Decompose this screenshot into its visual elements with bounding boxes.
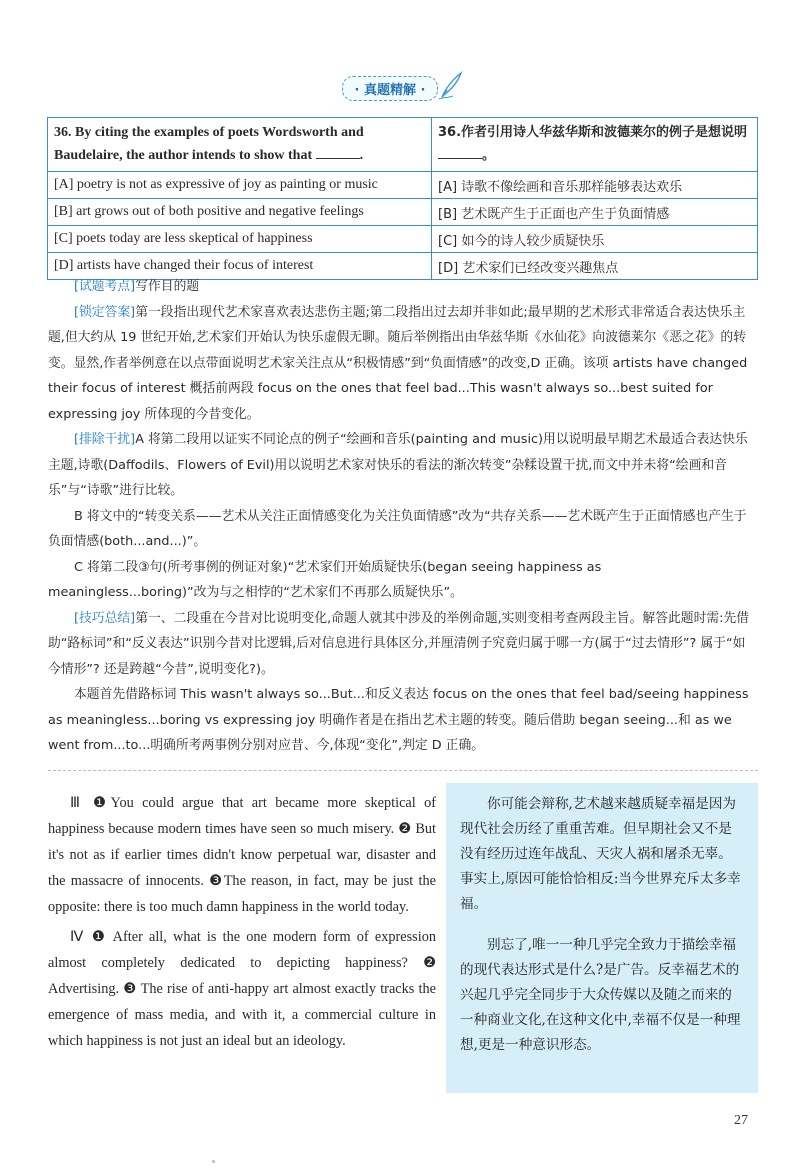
passage-paragraph-4: Ⅳ ❶ After all, what is the one modern form of expression almost completely dedicated to depicting happiness? ❷ Advertising. ❸ The rise of anti-happy art almost exactly tracks the emergence of mass media, and with it, a commercial culture in which happiness is not just an ideal but an ideology. <box>48 929 436 1049</box>
print-speck <box>212 1160 215 1163</box>
option-d-cn: [D] 艺术家们已经改变兴趣焦点 <box>432 253 758 280</box>
option-a-cn: [A] 诗歌不像绘画和音乐那样能够表达欢乐 <box>432 172 758 199</box>
option-row <box>48 226 758 253</box>
stem-end-en: . <box>359 148 364 163</box>
kaodian-text: 写作目的题 <box>135 279 200 294</box>
answer-tag: [锁定答案] <box>74 304 136 320</box>
skill-text: 第一、二段重在今昔对比说明变化,命题人就其中涉及的举例命题,实则变相考查两段主旨。解答此题时需:先借助“路标词”和“反义表达”识别今昔对比逻辑,后对信息进行具体区分,并厘清例子究竟归属于哪一方(属于“过去情形”? 属于“如今情形”? 还是跨越“今昔”,说明变化?)。 <box>48 610 750 677</box>
question-stem-row <box>48 118 758 172</box>
option-row <box>48 199 758 226</box>
question-stem-cn <box>432 118 758 172</box>
answer-blank-cn <box>438 146 482 159</box>
skill-tag: [技巧总结] <box>74 610 136 626</box>
translation-paragraph-4: 别忘了,唯一一种几乎完全致力于描绘幸福的现代表达形式是什么?是广告。反幸福艺术的兴起几乎完全同步于大众传媒以及随之而来的一种商业文化,在这种文化中,幸福不仅是一种理想,更是一种意识形态。 <box>460 937 741 1053</box>
section-header <box>0 76 800 101</box>
option-b-cn: [B] 艺术既产生于正面也产生于负面情感 <box>432 199 758 226</box>
option-row <box>48 172 758 199</box>
option-c-en: [C] poets today are less skeptical of happiness <box>48 226 432 253</box>
translation-paragraph-3: 你可能会辩称,艺术越来越质疑幸福是因为现代社会历经了重重苦难。但早期社会又不是没有经历过连年战乱、天灾人祸和屠杀无辜。事实上,原因可能恰恰相反:当今世界充斥太多幸福。 <box>460 796 741 912</box>
question-table <box>47 117 758 280</box>
passage-paragraph-3: Ⅲ ❶You could argue that art became more skeptical of happiness because modern times have seen so much misery. ❷ But it's not as if earlier times didn't know perpetual war, disaster and the massacre of innocents. ❸The reason, in fact, may be just the opposite: there is too much damn happiness in the world today. <box>48 795 436 915</box>
stem-en-text: 36. By citing the examples of poets Wordsworth and Baudelaire, the author intends to show that <box>54 125 364 163</box>
passage-english <box>48 790 436 1054</box>
skill-paragraph-2: 本题首先借路标词 This wasn't always so...But...和反义表达 focus on the ones that feel bad/seeing happiness as meaningless...boring vs expressing joy 明确作者是在指出艺术主题的转变。随后借助 began seeing...和 as we went from...to...明确所考两事例分别对应昔、今,体现“变化”,判定 D 正确。 <box>48 687 749 753</box>
answer-text: 第一段指出现代艺术家喜欢表达悲伤主题;第二段指出过去却并非如此;最早期的艺术形式非常适合表达快乐主题,但大约从 19 世纪开始,艺术家们开始认为快乐虚假无聊。随后举例指出由华兹华斯《水仙花》向波德莱尔《恶之花》的转变。显然,作者举例意在以点带面说明艺术家关注点从“积极情感”到“负面情感”的改变,D 正确。该项 artists have changed their focus of interest 概括前两段 focus on the ones that feel bad...This wasn't always so...best suited for expressing joy 所体现的今昔变化。 <box>48 304 748 422</box>
quill-pen-icon <box>438 70 464 100</box>
answer-blank <box>316 146 360 159</box>
stem-cn-text: 36.作者引用诗人华兹华斯和波德莱尔的例子是想说明 <box>438 125 748 140</box>
section-badge: · 真题精解 · <box>342 76 439 101</box>
option-d-en: [D] artists have changed their focus of interest <box>48 253 432 280</box>
distractor-paragraph <box>48 427 758 504</box>
analysis-section <box>48 274 758 759</box>
option-b-en: [B] art grows out of both positive and negative feelings <box>48 199 432 226</box>
distractor-a-text: A 将第二段用以证实不同论点的例子“绘画和音乐(painting and music)用以说明最早期艺术最适合表达快乐主题,诗歌(Daffodils、Flowers of Evil)用以说明艺术家对快乐的看法的渐次转变”杂糅设置干扰,而文中并未将“绘画和音乐”与“诗歌”进行比较。 <box>48 432 748 498</box>
kaodian-paragraph <box>48 274 758 300</box>
option-a-en: [A] poetry is not as expressive of joy as painting or music <box>48 172 432 199</box>
question-stem-en <box>48 118 432 172</box>
distractor-b-paragraph: B 将文中的“转变关系——艺术从关注正面情感变化为关注负面情感”改为“共存关系——艺术既产生于正面情感也产生于负面情感(both...and...)”。 <box>48 508 747 549</box>
page-number: 27 <box>734 1113 748 1128</box>
stem-end-cn: 。 <box>482 148 496 163</box>
option-c-cn: [C] 如今的诗人较少质疑快乐 <box>432 226 758 253</box>
section-divider <box>48 770 758 771</box>
translation-box <box>446 783 758 1093</box>
skill-paragraph <box>48 606 758 683</box>
answer-paragraph <box>48 300 758 428</box>
kaodian-tag: [试题考点] <box>74 279 136 294</box>
distractor-c-paragraph: C 将第二段③句(所考事例的例证对象)“艺术家们开始质疑快乐(began seeing happiness as meaningless...boring)”改为与之相悖的“艺术家们不再那么质疑快乐”。 <box>48 559 602 600</box>
distractor-tag: [排除干扰] <box>74 432 136 447</box>
